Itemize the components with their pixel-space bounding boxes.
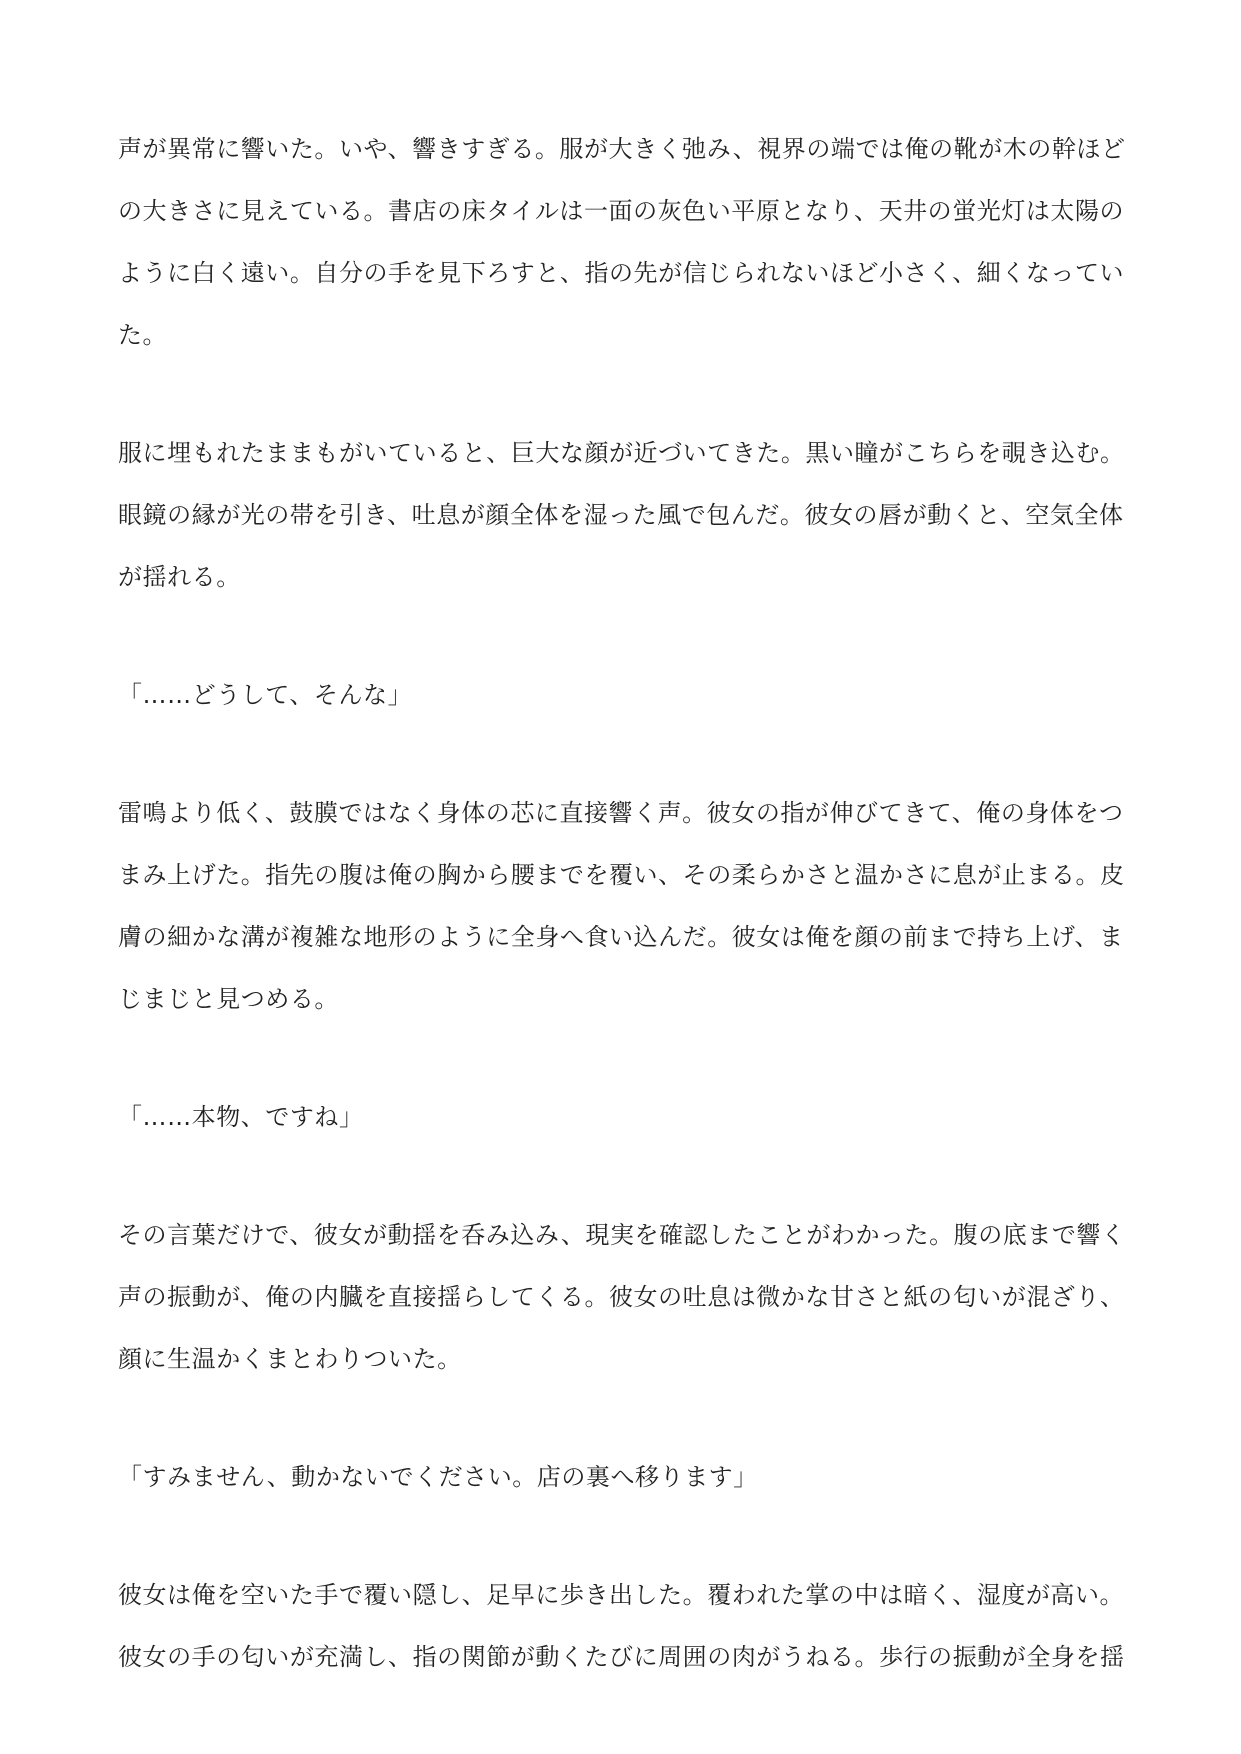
- text-line: 膚の細かな溝が複雑な地形のように全身へ食い込んだ。彼女は俺を顔の前まで持ち上げ、ま: [118, 923, 1124, 951]
- text-line: 声が異常に響いた。いや、響きすぎる。服が大きく弛み、視界の端では俺の靴が木の幹ほど: [118, 135, 1126, 163]
- text-line: 彼女は俺を空いた手で覆い隠し、足早に歩き出した。覆われた掌の中は暗く、湿度が高い。: [118, 1581, 1125, 1609]
- text-line: 雷鳴より低く、鼓膜ではなく身体の芯に直接響く声。彼女の指が伸びてきて、俺の身体をつ: [118, 799, 1124, 827]
- paragraph: [118, 1204, 1126, 1390]
- paragraph: [118, 782, 1123, 1030]
- text-line: 声の振動が、俺の内臓を直接揺らしてくる。彼女の吐息は微かな甘さと紙の匂いが混ざり、: [118, 1283, 1125, 1311]
- text-line: の大きさに見えている。書店の床タイルは一面の灰色い平原となり、天井の蛍光灯は太陽の: [118, 197, 1125, 225]
- paragraph: [118, 1564, 1123, 1688]
- text-line: 彼女の手の匂いが充満し、指の関節が動くたびに周囲の肉がうねる。歩行の振動が全身を揺: [118, 1643, 1125, 1671]
- text-line: その言葉だけで、彼女が動揺を呑み込み、現実を確認したことがわかった。腹の底まで響く: [118, 1221, 1126, 1249]
- body-text: [118, 118, 1126, 1744]
- text-line: 「……どうして、そんな」: [118, 681, 413, 709]
- text-line: 「すみません、動かないでください。店の裏へ移ります」: [118, 1463, 758, 1491]
- dialogue-paragraph: [118, 1086, 1123, 1148]
- paragraph: [118, 118, 1126, 366]
- dialogue-paragraph: [118, 664, 1123, 726]
- text-line: じまじと見つめる。: [118, 985, 339, 1013]
- text-line: ように白く遠い。自分の手を見下ろすと、指の先が信じられないほど小さく、細くなってい: [118, 259, 1125, 287]
- text-line: 顔に生温かくまとわりついた。: [118, 1345, 462, 1373]
- text-line: まみ上げた。指先の腹は俺の胸から腰までを覆い、その柔らかさと温かさに息が止まる。皮: [118, 861, 1125, 889]
- text-line: 服に埋もれたままもがいていると、巨大な顔が近づいてきた。黒い瞳がこちらを覗き込む。: [118, 439, 1125, 467]
- paragraph: [118, 422, 1123, 608]
- text-line: た。: [118, 321, 168, 349]
- text-line: 「……本物、ですね」: [118, 1103, 364, 1131]
- text-line: 眼鏡の縁が光の帯を引き、吐息が顔全体を湿った風で包んだ。彼女の唇が動くと、空気全体: [118, 501, 1124, 529]
- dialogue-paragraph: [118, 1446, 1123, 1508]
- text-line: が揺れる。: [118, 563, 241, 591]
